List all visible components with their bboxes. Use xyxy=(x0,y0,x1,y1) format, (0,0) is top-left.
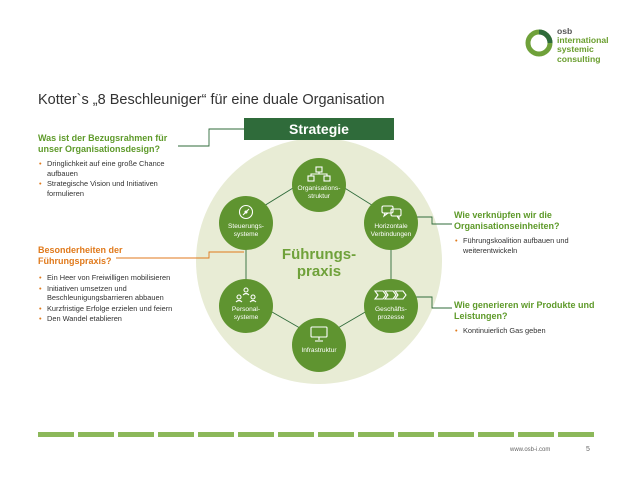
right-bottom-question: Wie generieren wir Produkte und Leistungen? xyxy=(454,300,595,321)
list-item: • Strategische Vision und Initiativen formulieren xyxy=(38,179,188,198)
people-icon xyxy=(219,287,273,303)
node-personalsysteme xyxy=(219,279,273,333)
node-org-line-2: struktur xyxy=(308,193,330,200)
right-top-bullets xyxy=(454,236,604,255)
center-label xyxy=(281,246,357,280)
list-item: • Ein Heer von Freiwilligen mobilisieren xyxy=(38,273,204,283)
list-item: • Kurzfristige Erfolge erzielen und feiern xyxy=(38,304,204,314)
process-arrows-icon xyxy=(364,287,418,303)
left-top-question: Was ist der Bezugsrahmen für unser Organisationsdesign? xyxy=(38,133,168,154)
left-top-bullets xyxy=(38,159,188,198)
center-label-line-1: Führungs- xyxy=(281,246,357,263)
page-number: 5 xyxy=(586,446,590,453)
right-top-block xyxy=(454,210,604,256)
right-bottom-bullets xyxy=(454,326,604,336)
node-horiz-line-2: Verbindungen xyxy=(370,231,412,238)
node-horizontale-verbindungen xyxy=(364,196,418,250)
node-geschaeft-line-1: Geschäfts- xyxy=(375,306,407,313)
node-infra-line-1: Infrastruktur xyxy=(301,347,337,354)
left-bottom-block xyxy=(38,245,204,325)
logo-line-2: international xyxy=(557,35,609,46)
node-steuer-line-2: systeme xyxy=(233,231,259,238)
strategy-banner: Strategie xyxy=(244,118,394,140)
node-org-line-1: Organisations- xyxy=(297,185,341,192)
footer-bar xyxy=(38,432,596,437)
list-item: • Kontinuierlich Gas geben xyxy=(454,326,604,336)
node-personal-line-2: systeme xyxy=(233,314,259,321)
chat-bubbles-icon xyxy=(364,204,418,220)
node-steuer-line-1: Steuerungs- xyxy=(228,223,264,230)
footer-url: www.osb-i.com xyxy=(510,447,551,453)
left-bottom-question: Besonderheiten der Führungspraxis? xyxy=(38,245,123,266)
right-bottom-block xyxy=(454,300,604,337)
center-label-line-2: praxis xyxy=(296,263,342,280)
node-geschaeftsprozesse xyxy=(364,279,418,333)
list-item: • Führungskoalition aufbauen und weiterentwickeln xyxy=(454,236,604,255)
page-title: Kotter`s „8 Beschleuniger“ für eine duale Organisation xyxy=(38,92,385,108)
node-geschaeft-line-2: prozesse xyxy=(377,314,405,321)
list-item: • Dringlichkeit auf eine große Chance aufbauen xyxy=(38,159,188,178)
node-steuerungssysteme xyxy=(219,196,273,250)
node-horiz-line-1: Horizontale xyxy=(374,223,408,230)
org-chart-icon xyxy=(292,166,346,182)
logo-line-3: systemic xyxy=(557,44,594,55)
node-organisationsstruktur xyxy=(292,158,346,212)
left-top-block xyxy=(38,133,188,199)
list-item: • Initiativen umsetzen und Beschleunigungsbarrieren abbauen xyxy=(38,284,204,303)
right-top-question: Wie verknüpfen wir die Organisationseinheiten? xyxy=(454,210,560,231)
node-personal-line-1: Personal- xyxy=(231,306,261,313)
left-bottom-bullets xyxy=(38,273,204,324)
compass-icon xyxy=(219,204,273,220)
node-infrastruktur xyxy=(292,318,346,372)
monitor-icon xyxy=(292,326,346,342)
logo-line-1: osb xyxy=(557,26,573,36)
logo-line-4: consulting xyxy=(557,53,601,64)
list-item: • Den Wandel etablieren xyxy=(38,314,204,324)
